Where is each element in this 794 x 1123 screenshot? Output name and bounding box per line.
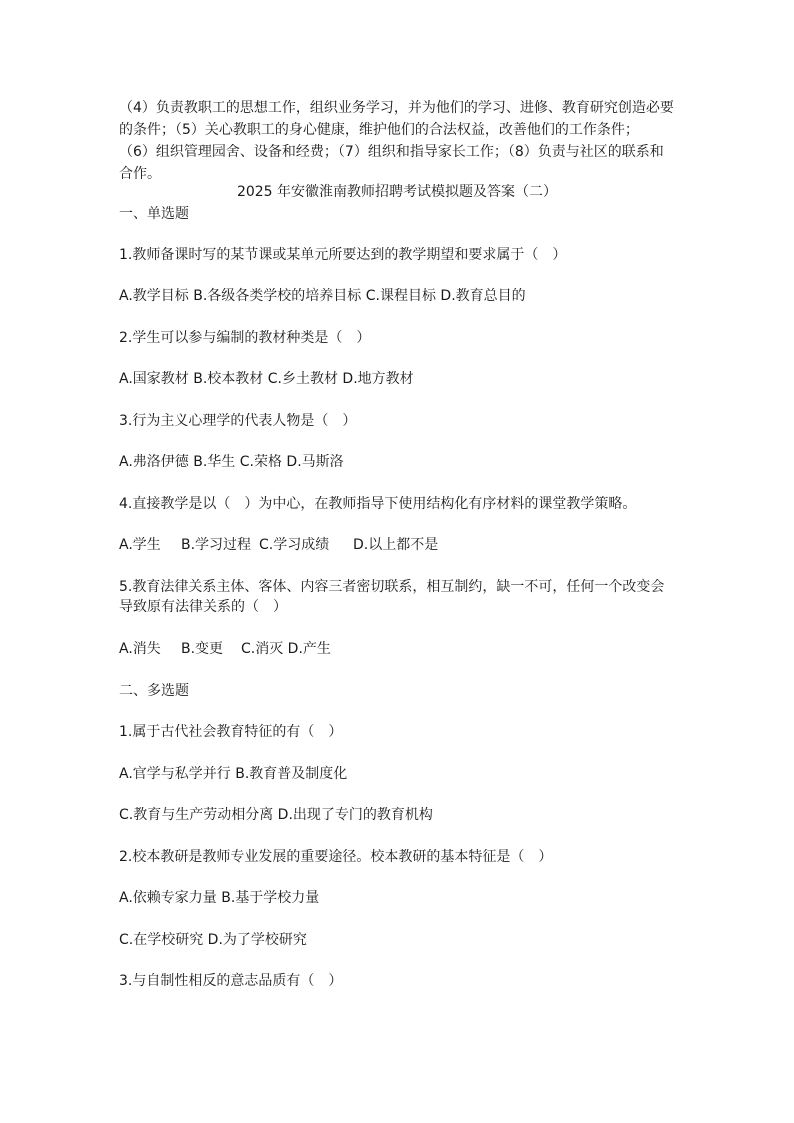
question-options: A.依赖专家力量 B.基于学校力量 <box>119 890 320 906</box>
document-title: 2025 年安徽淮南教师招聘考试模拟题及答案（二） <box>236 184 558 200</box>
question-options <box>119 535 438 555</box>
option-d: D.以上都不是 <box>353 537 439 553</box>
option-a: A.学生 <box>119 537 161 553</box>
option-cd: C.消灭 D.产生 <box>241 641 331 657</box>
question-options: C.在学校研究 D.为了学校研究 <box>119 932 307 948</box>
section-heading-multi: 二、多选题 <box>119 683 189 699</box>
question-options: A.官学与私学并行 B.教育普及制度化 <box>119 766 348 782</box>
question-options: C.教育与生产劳动相分离 D.出现了专门的教育机构 <box>119 807 433 823</box>
question-options: A.弗洛伊德 B.华生 C.荣格 D.马斯洛 <box>119 454 344 470</box>
question-options: A.教学目标 B.各级各类学校的培养目标 C.课程目标 D.教育总目的 <box>119 288 526 304</box>
option-b: B.学习过程 <box>181 537 252 553</box>
intro-line: （4）负责教职工的思想工作，组织业务学习，并为他们的学习、进修、教育研究创造必要 <box>119 100 674 116</box>
question-stem: 3.与自制性相反的意志品质有（ ） <box>119 973 343 989</box>
question-stem: 3.行为主义心理学的代表人物是（ ） <box>119 413 357 429</box>
intro-paragraph <box>119 97 679 185</box>
question-options <box>119 639 331 659</box>
intro-line: （6）组织管理园舍、设备和经费；（7）组织和指导家长工作；（8）负责与社区的联系和 <box>119 144 664 160</box>
question-stem: 2.学生可以参与编制的教材种类是（ ） <box>119 330 371 346</box>
question-stem: 5.教育法律关系主体、客体、内容三者密切联系，相互制约，缺一不可，任何一个改变会 <box>119 579 665 595</box>
option-a: A.消失 <box>119 641 161 657</box>
intro-line: 合作。 <box>119 166 161 182</box>
question-stem: 1.属于古代社会教育特征的有（ ） <box>119 724 343 740</box>
question-stem: 2.校本教研是教师专业发展的重要途径。校本教研的基本特征是（ ） <box>119 849 553 865</box>
question-options: A.国家教材 B.校本教材 C.乡土教材 D.地方教材 <box>119 371 414 387</box>
question-stem: 1.教师备课时写的某节课或某单元所要达到的教学期望和要求属于（ ） <box>119 247 567 263</box>
question-stem: 导致原有法律关系的（ ） <box>119 599 287 615</box>
section-heading-single: 一、单选题 <box>119 206 189 222</box>
option-b: B.变更 <box>181 641 224 657</box>
option-c: C.学习成绩 <box>259 537 330 553</box>
question-stem: 4.直接教学是以（ ）为中心，在教师指导下使用结构化有序材料的课堂教学策略。 <box>119 496 637 512</box>
intro-line: 的条件；（5）关心教职工的身心健康，维护他们的合法权益，改善他们的工作条件； <box>119 122 639 138</box>
